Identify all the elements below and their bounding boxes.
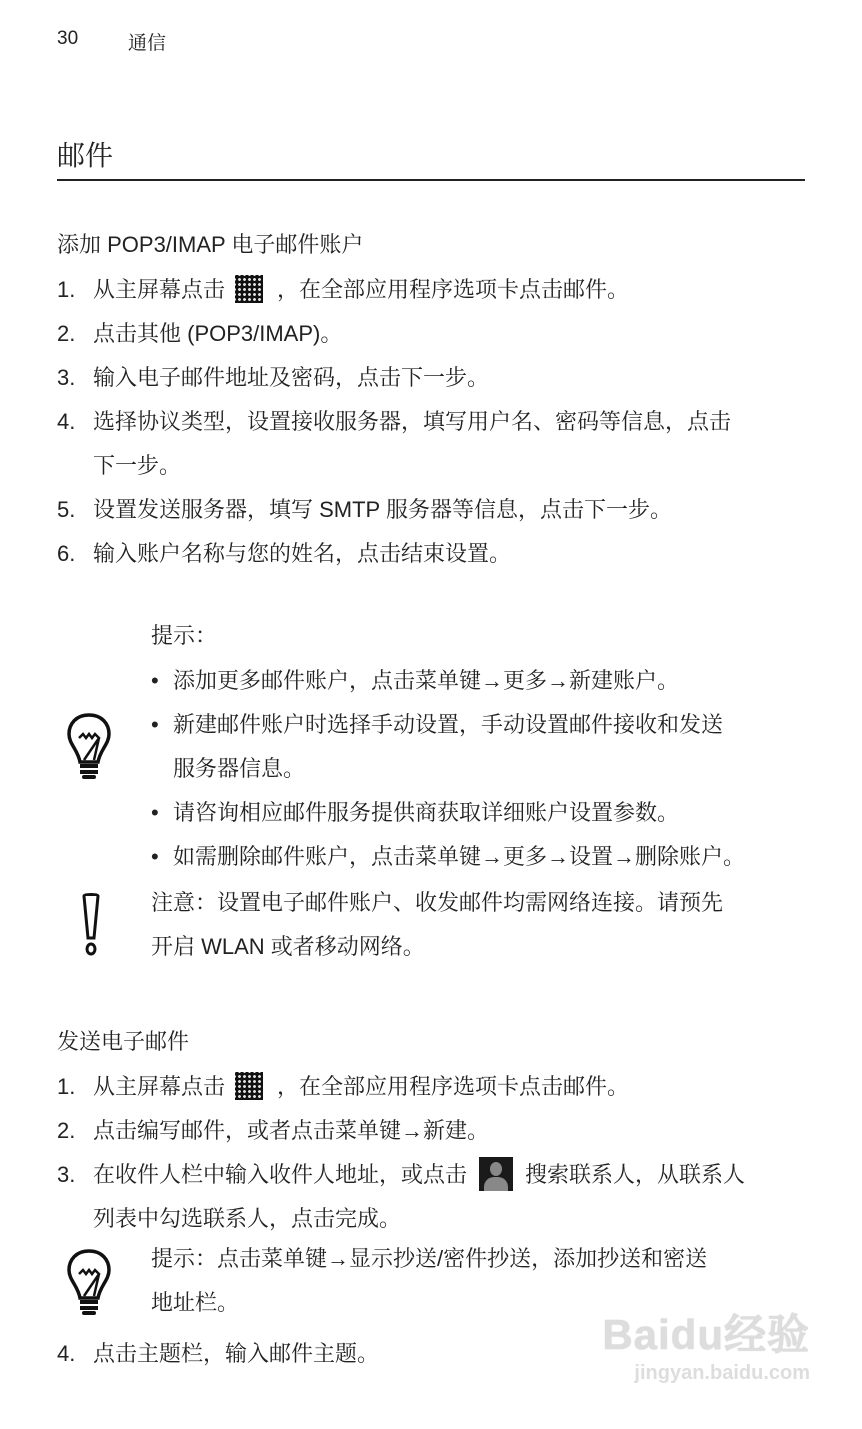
- tip-bullet: [151, 835, 745, 879]
- step-text-continued: 列表中勾选联系人，点击完成。: [93, 1206, 402, 1231]
- step-number: 6.: [57, 541, 76, 566]
- lightbulb-tip-icon: [66, 712, 112, 780]
- section-heading-add-account: 添加 POP3/IMAP 电子邮件账户: [57, 232, 364, 257]
- step-number: 1.: [57, 277, 76, 302]
- step-number: 1.: [57, 1074, 76, 1099]
- step-item: [57, 268, 629, 312]
- all-apps-grid-icon: [235, 1072, 263, 1100]
- step-text: 输入账户名称与您的姓名，点击结束设置。: [93, 541, 512, 566]
- baidu-watermark: [602, 1302, 810, 1385]
- tip-label: 提示：: [151, 623, 218, 648]
- step-number: 3.: [57, 365, 76, 390]
- contact-icon: [479, 1157, 513, 1191]
- step-text: ，在全部应用程序选项卡点击邮件。: [277, 1074, 630, 1099]
- watermark-url: jingyan.baidu.com: [634, 1362, 810, 1384]
- tip-text: 新建邮件账户时选择手动设置，手动设置邮件接收和发送: [173, 712, 724, 737]
- tip-bullet: [151, 703, 723, 747]
- bullet-dot: •: [151, 800, 159, 825]
- step-number: 4.: [57, 1341, 76, 1366]
- tip-text-continued: 服务器信息。: [173, 756, 306, 781]
- bullet-dot: •: [151, 844, 159, 869]
- step-text: ，在全部应用程序选项卡点击邮件。: [277, 277, 630, 302]
- tip-text-continued: 地址栏。: [151, 1290, 240, 1315]
- note-text-continued: 开启 WLAN 或者移动网络。: [151, 934, 425, 959]
- step-text: 点击编写邮件，或者点击菜单键→新建。: [93, 1118, 490, 1143]
- step-number: 2.: [57, 321, 76, 346]
- tip-text: 请咨询相应邮件服务提供商获取详细账户设置参数。: [173, 800, 680, 825]
- page-title: 邮件: [57, 140, 114, 171]
- step-number: 5.: [57, 497, 76, 522]
- tip-text: 如需删除邮件账户，点击菜单键→更多→设置→删除账户。: [173, 844, 746, 869]
- step-item: [57, 1109, 489, 1153]
- step-number: 3.: [57, 1162, 76, 1187]
- chapter-name: 通信: [128, 33, 167, 54]
- step-text: 选择协议类型，设置接收服务器，填写用户名、密码等信息，点击: [93, 409, 732, 434]
- step-item: [57, 1332, 379, 1376]
- step-item: [57, 356, 489, 400]
- step-number: 2.: [57, 1118, 76, 1143]
- step-text: 点击其他 (POP3/IMAP)。: [93, 321, 343, 346]
- step-number: 4.: [57, 409, 76, 434]
- bullet-dot: •: [151, 668, 159, 693]
- step-text-continued: 下一步。: [93, 453, 182, 478]
- step-item: [57, 312, 342, 356]
- step-item: [57, 1065, 629, 1109]
- step-text: 搜索联系人，从联系人: [525, 1162, 746, 1187]
- tip-text: 添加更多邮件账户，点击菜单键→更多→新建账户。: [173, 668, 680, 693]
- step-text: 从主屏幕点击: [93, 1074, 226, 1099]
- all-apps-grid-icon: [235, 275, 263, 303]
- note-text: 注意：设置电子邮件账户、收发邮件均需网络连接。请预先: [151, 890, 724, 915]
- step-item: [57, 532, 511, 576]
- exclamation-note-icon: [80, 892, 102, 956]
- title-divider: [57, 179, 805, 181]
- step-text: 输入电子邮件地址及密码，点击下一步。: [93, 365, 490, 390]
- step-text: 点击主题栏，输入邮件主题。: [93, 1341, 380, 1366]
- step-item: [57, 488, 672, 532]
- lightbulb-tip-icon: [66, 1248, 112, 1316]
- tip-text: 提示：点击菜单键→显示抄送/密件抄送，添加抄送和密送: [151, 1246, 708, 1271]
- bullet-dot: •: [151, 712, 159, 737]
- step-item: [57, 1153, 745, 1197]
- page-number: 30: [57, 28, 79, 49]
- step-text: 从主屏幕点击: [93, 277, 226, 302]
- tip-bullet: [151, 659, 679, 703]
- step-text: 在收件人栏中输入收件人地址，或点击: [93, 1162, 468, 1187]
- tip-bullet: [151, 791, 679, 835]
- step-item: [57, 400, 731, 444]
- watermark-brand: Baidu经验: [602, 1311, 810, 1358]
- step-text: 设置发送服务器，填写 SMTP 服务器等信息，点击下一步。: [93, 497, 672, 522]
- section-heading-send-email: 发送电子邮件: [57, 1029, 190, 1054]
